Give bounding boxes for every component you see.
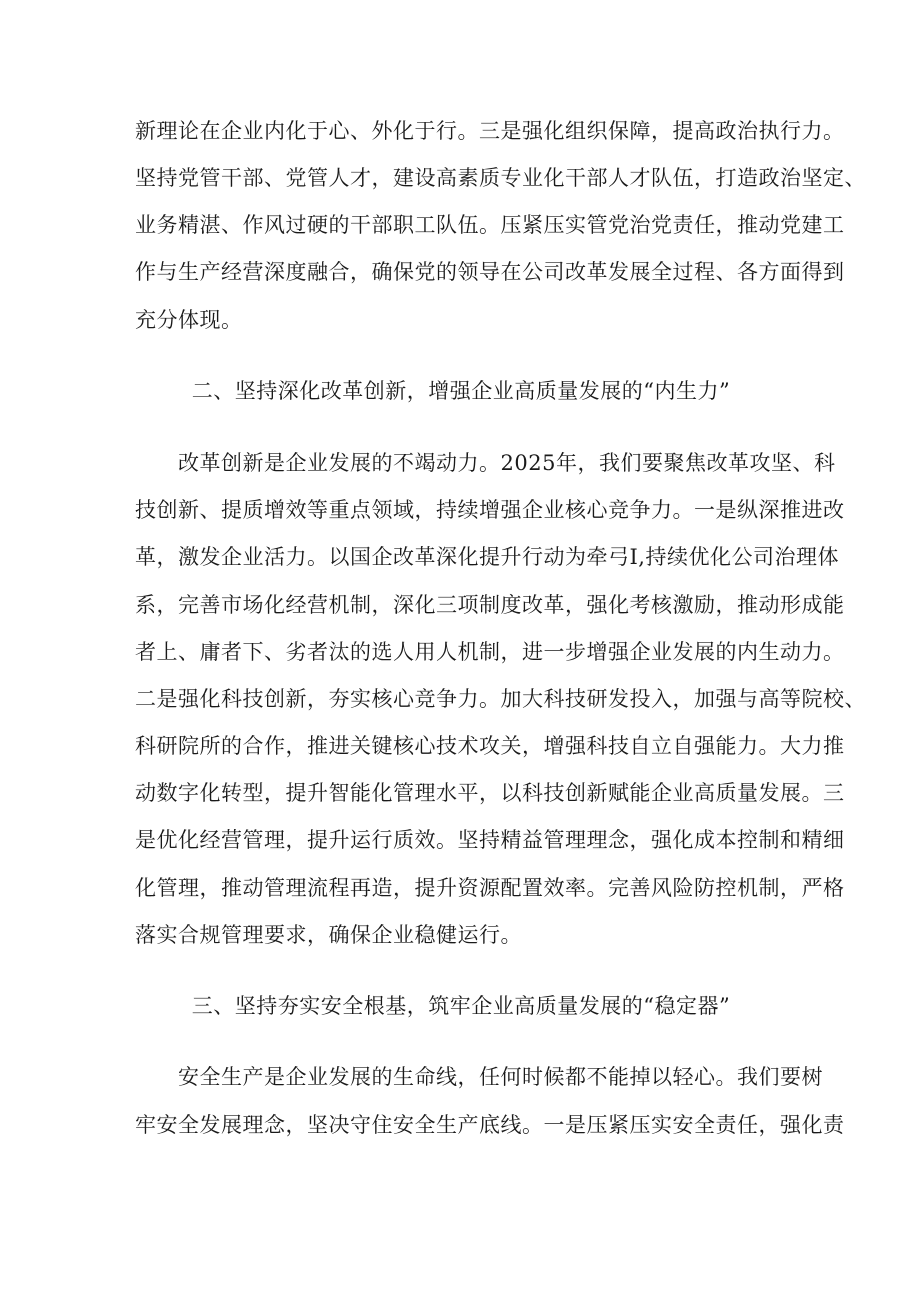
paragraph-3-line-2: 牢安全发展理念，坚决守住安全生产底线。一是压紧压实安全责任，强化责: [135, 1113, 845, 1137]
paragraph-2-line-5: 者上、庸者下、劣者汰的选人用人机制，进一步增强企业发展的内生动力。: [135, 640, 845, 664]
paragraph-2-line-1: 改革创新是企业发展的不竭动力。2025年，我们要聚焦改革攻坚、科: [178, 451, 836, 475]
section-heading-3: 三、坚持夯实安全根基，筑牢企业高质量发展的“稳定器”: [191, 994, 731, 1018]
paragraph-1-line-2: 坚持党管干部、党管人才，建设高素质专业化干部人才队伍，打造政治坚定、: [135, 166, 866, 190]
section-heading-2: 二、坚持深化改革创新，增强企业高质量发展的“内生力”: [191, 379, 731, 403]
paragraph-2-line-8: 动数字化转型，提升智能化管理水平，以科技创新赋能企业高质量发展。三: [135, 781, 845, 805]
paragraph-2-line-7: 科研院所的合作，推进关键核心技术攻关，增强科技自立自强能力。大力推: [135, 734, 845, 758]
paragraph-2-line-4: 系，完善市场化经营机制，深化三项制度改革，强化考核激励，推动形成能: [135, 593, 845, 617]
paragraph-1-line-5: 充分体现。: [135, 308, 243, 332]
paragraph-2-line-11: 落实合规管理要求，确保企业稳健运行。: [135, 923, 522, 947]
paragraph-2-line-10: 化管理，推动管理流程再造，提升资源配置效率。完善风险防控机制，严格: [135, 876, 845, 900]
paragraph-2-line-6: 二是强化科技创新，夯实核心竞争力。加大科技研发投入，加强与高等院校、: [135, 687, 866, 711]
paragraph-1-line-4: 作与生产经营深度融合，确保党的领导在公司改革发展全过程、各方面得到: [135, 260, 845, 284]
paragraph-1-line-1: 新理论在企业内化于心、外化于行。三是强化组织保障，提高政治执行力。: [135, 119, 845, 143]
paragraph-2-line-9: 是优化经营管理，提升运行质效。坚持精益管理理念，强化成本控制和精细: [135, 828, 845, 852]
paragraph-1-line-3: 业务精湛、作风过硬的干部职工队伍。压紧压实管党治党责任，推动党建工: [135, 213, 845, 237]
paragraph-2-line-2: 技创新、提质增效等重点领域，持续增强企业核心竞争力。一是纵深推进改: [135, 498, 845, 522]
paragraph-3-line-1: 安全生产是企业发展的生命线，任何时候都不能掉以轻心。我们要树: [178, 1065, 823, 1089]
paragraph-2-line-3: 革，激发企业活力。以国企改革深化提升行动为牵弓I,持续优化公司治理体: [135, 545, 839, 569]
